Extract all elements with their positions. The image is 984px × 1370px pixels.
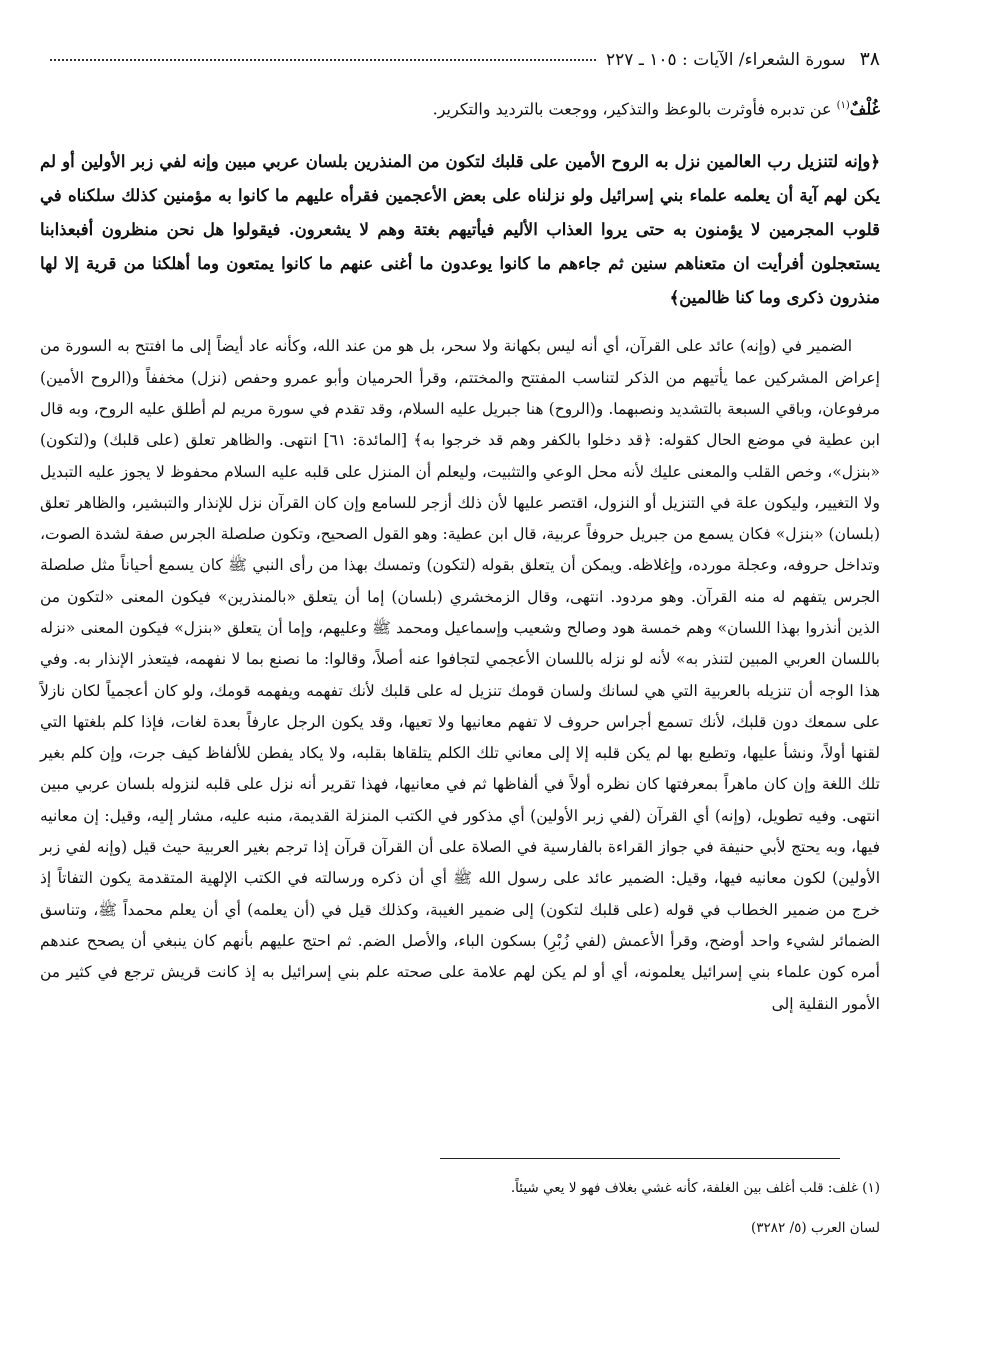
header-dotted-leader [50, 59, 596, 61]
intro-line [40, 92, 880, 123]
page-number: ٣٨ [859, 48, 880, 70]
commentary-text: الضمير في (وإنه) عائد على القرآن، أي أنه ليس بكهانة ولا سحر، بل هو من عند الله، وكأنه عاد أيضاً إلى ما افتتح به السورة من إعراض المشركين عما يأتيهم من الذكر لتناسب المفتتح والمختتم، وقرأ الحرميان وأبو عمرو وحفص (نزل) مخففاً و(الروح الأمين) مرفوعان، وباقي السبعة بالتشديد ونصبهما. و(الروح) هنا جبريل عليه السلام، وقد تقدم في سورة مريم لم أطلق عليه الروح، وبه قال ابن عطية في موضع الحال كقوله: ﴿قد دخلوا بالكفر وهم قد خرجوا به﴾ [المائدة: ٦١] انتهى. والظاهر تعلق (على قلبك) و(لتكون) «بنزل»، وخص القلب والمعنى عليك لأنه محل الوعي والتثبيت، وليعلم أن المنزل على قلبه عليه السلام محفوظ لا يجوز عليه التبديل ولا التغيير، وليكون علة في التنزيل أو النزول، اقتصر عليها لأن ذلك أزجر للسامع وإن كان القرآن نزل للإنذار والتبشير، والظاهر تعلق (بلسان) «بنزل» فكان يسمع من جبريل حروفاً عربية، قال ابن عطية: وهو القول الصحيح، وتكون صلصلة الجرس صفة لشدة الصوت، وتداخل حروفه، وعجلة مورده، وإغلاظه. ويمكن أن يتعلق بقوله (لتكون) وتمسك بهذا من رأى النبي ﷺ كان يسمع أحياناً مثل صلصلة الجرس يتفهم له منه القرآن. وهو مردود. انتهى، وقال الزمخشري (بلسان) إما أن يتعلق «بالمنذرين» فيكون المعنى «لتكون من الذين أنذروا بهذا اللسان» وهم خمسة هود وصالح وشعيب وإسماعيل ومحمد ﷺ وعليهم، وإما أن يتعلق «بنزل» فيكون المعنى «نزله باللسان العربي المبين لتنذر به» لأنه لو نزله باللسان الأعجمي لتجافوا عنه أصلاً، وقالوا: ما نصنع بما لا نفهمه، فيتعذر الإنذار به. وفي هذا الوجه أن تنزيله بالعربية التي هي لسانك ولسان قومك تنزيل له على قلبك لأنك تفهمه ويفهمه قومك، ولو كان أعجمياً لكان نازلاً على سمعك دون قلبك، لأنك تسمع أجراس حروف لا تفهم معانيها ولا تعيها، وقد يكون الرجل عارفاً بعدة لغات، فإذا كلم بلغتها التي لقنها أولاً، ونشأ عليها، وتطبع بها لم يكن قلبه إلا إلى معاني تلك الكلم يتلقاها بقلبه، ولا يكاد يفطن للألفاظ كيف جرت، وإن كلم بغير تلك اللغة وإن كان ماهراً بمعرفتها كان نظره أولاً في ألفاظها ثم في معانيها، فهذا تقرير أنه نزل على قلبه لنزوله بلسان عربي مبين انتهى. وفيه تطويل، (وإنه) أي القرآن (لفي زبر الأولين) أي مذكور في الكتب المنزلة القديمة، منبه عليه، مشار إليه، وقيل: إن معانيه فيها، وبه يحتج لأبي حنيفة في جواز القراءة بالفارسية في الصلاة على أن القرآن قرآن إذا ترجم بغير العربية حيث قيل (وإنه لفي زبر الأولين) لكون معانيه فيها، وقيل: الضمير عائد على رسول الله ﷺ أي أن ذكره ورسالته في الكتب الإلهية المتقدمة يكون التفاتاً إذ خرج من ضمير الخطاب في قوله (على قلبك لتكون) إلى ضمير الغيبة، وكذلك قيل في (أن يعلمه) أي أن يعلم محمداً ﷺ، وتناسق الضمائر لشيء واحد أوضح، وقرأ الأعمش (لفي زُبْرِ) بسكون الباء، والأصل الضم. ثم احتج عليهم بأنهم كان ينبغي أن يصحح عندهم أمره كون علماء بني إسرائيل يعلمونه، أي أو لم يكن لهم علامة على صحته علم بني إسرائيل به إذ كانت قريش ترجع في كثير من الأمور النقلية إلى [40, 337, 880, 1013]
running-header [40, 48, 880, 76]
footnote-separator [440, 1158, 840, 1159]
quran-verses: ﴿وإنه لتنزيل رب العالمين نزل به الروح الأمين على قلبك لتكون من المنذرين بلسان عربي مبين وإنه لفي زبر الأولين أو لم يكن لهم آية أن يعلمه علماء بني إسرائيل ولو نزلناه على بعض الأعجمين فقرأه عليهم ما كانوا به مؤمنين كذلك سلكناه في قلوب المجرمين لا يؤمنون به حتى يروا العذاب الأليم فيأتيهم بغتة وهم لا يشعرون. فيقولوا هل نحن منظرون أفبعذابنا يستعجلون أفرأيت ان متعناهم سنين ثم جاءهم ما كانوا يوعدون ما أغنى عنهم ما كانوا يمتعون وما أهلكنا من قرية إلا لها منذرون ذكرى وما كنا ظالمين﴾ [40, 152, 880, 308]
head-word: غُلْفٌ [849, 99, 880, 119]
footnote: (١) غلف: قلب أغلف بين الغلفة، كأنه غشي بغلاف فهو لا يعي شيئاً. [510, 1180, 880, 1196]
book-page [40, 48, 880, 1020]
footnote-ref: (١) [836, 100, 850, 111]
source-reference: لسان العرب (٥/ ٣٢٨٢) [751, 1220, 880, 1236]
header-title: سورة الشعراء/ الآيات : ١٠٥ ـ ٢٢٧ [606, 50, 846, 70]
intro-text: عن تدبره فأوثرت بالوعظ والتذكير، ووجعت بالترديد والتكرير. [432, 99, 837, 119]
